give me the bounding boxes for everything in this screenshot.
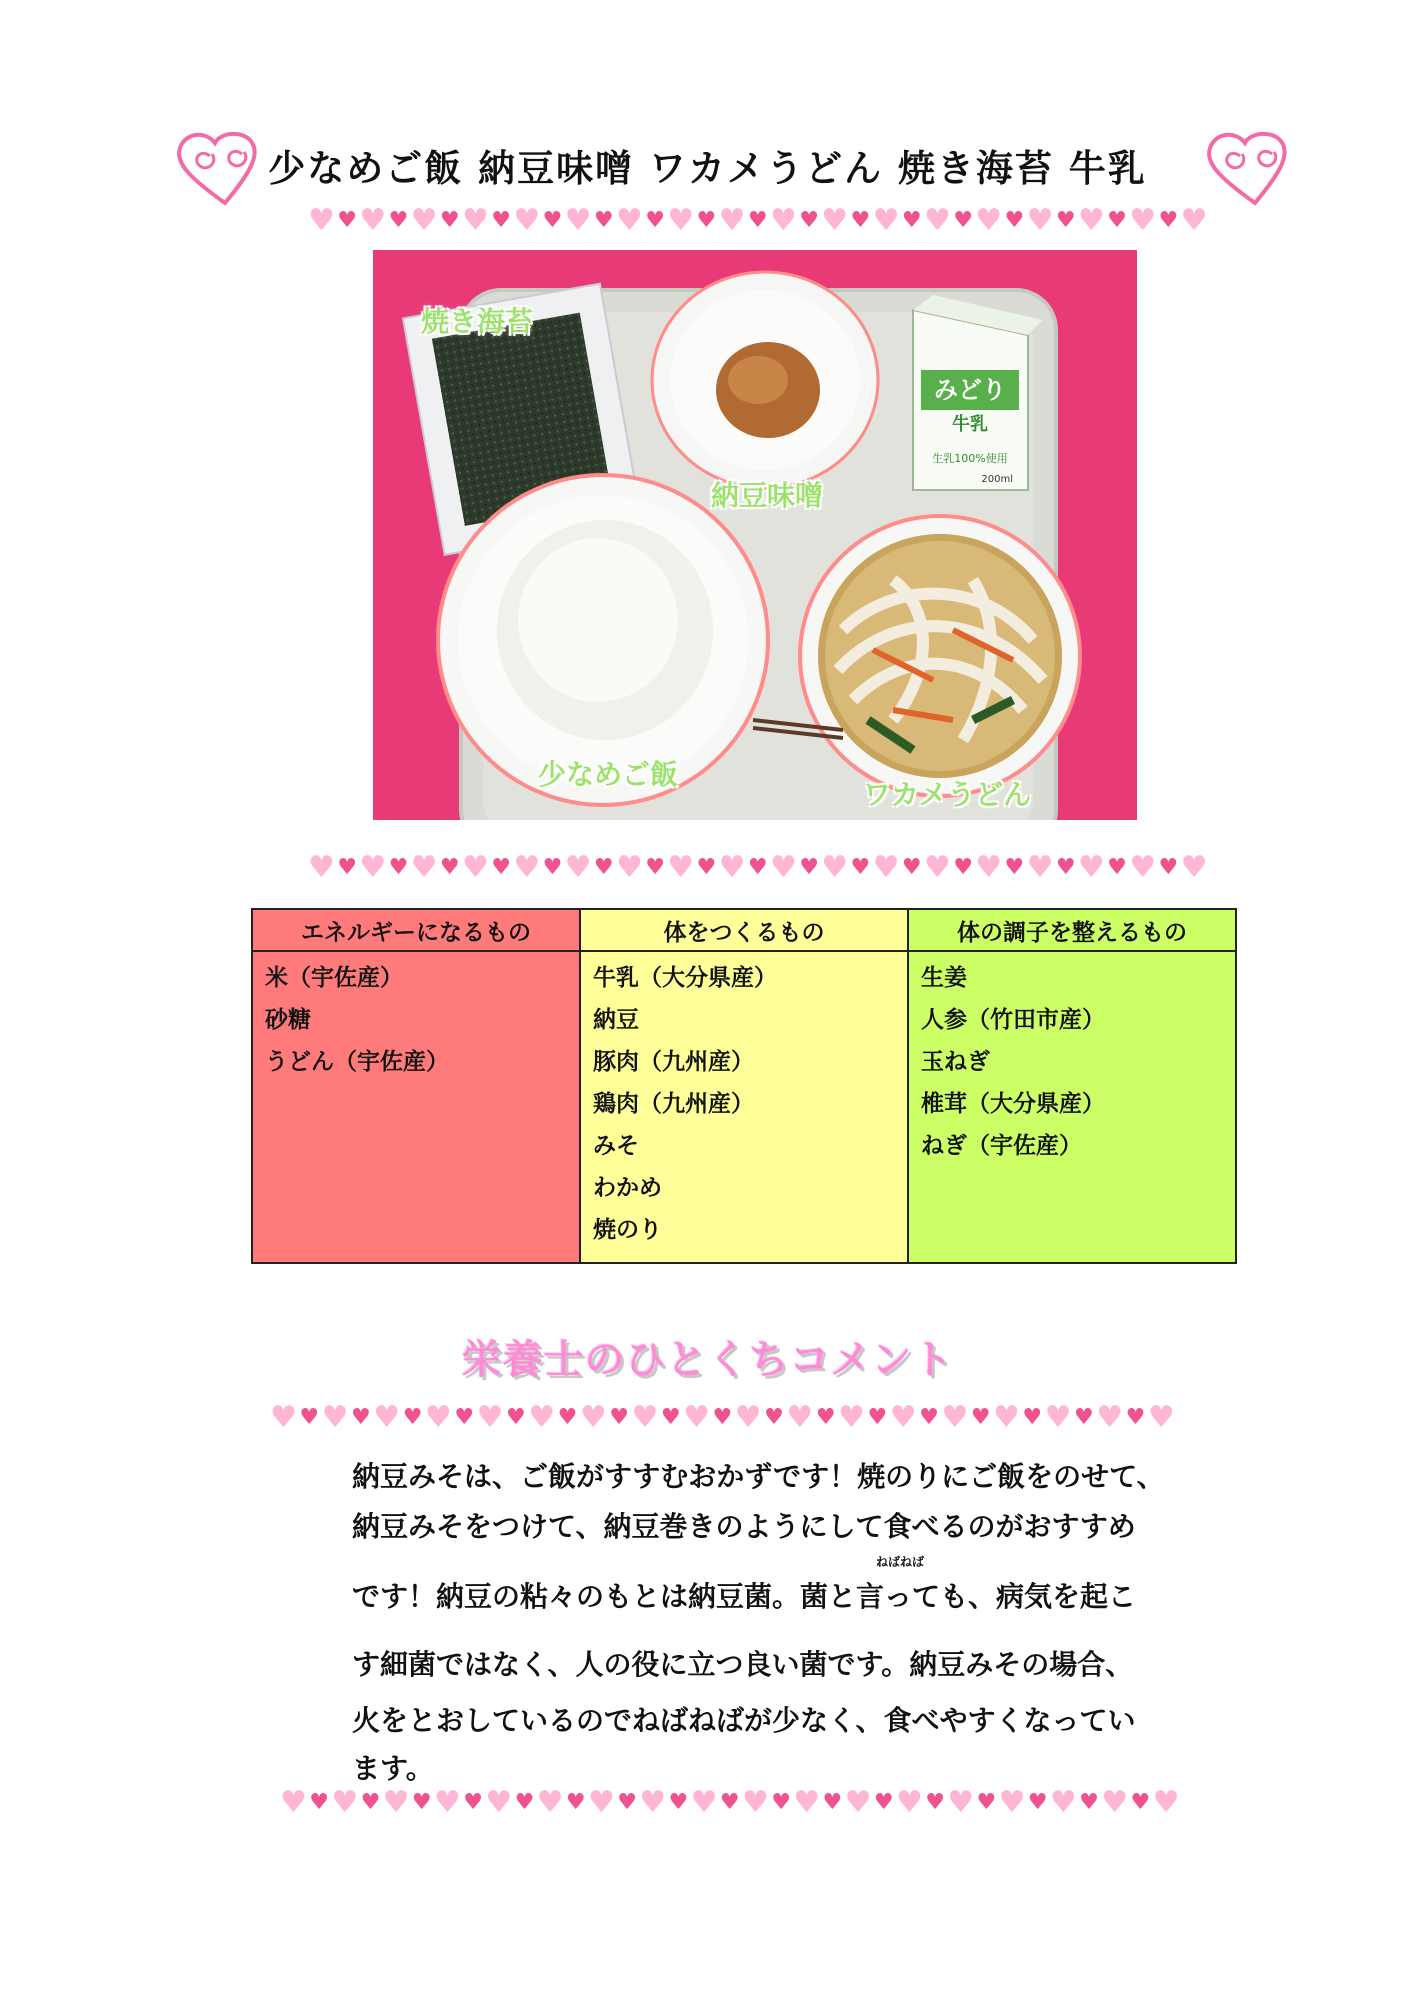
- heart-icon: ♥: [631, 1400, 659, 1435]
- condition-item: 椎茸（大分県産）: [921, 1091, 1105, 1117]
- heart-icon: ♥: [321, 1400, 349, 1435]
- heart-icon: ♥: [667, 203, 695, 238]
- heart-icon: ♥: [410, 203, 438, 238]
- heart-icon: ♥: [359, 850, 387, 885]
- heart-icon: ♥: [799, 855, 819, 880]
- heart-icon: ♥: [528, 1400, 556, 1435]
- heart-icon: ♥: [299, 1405, 320, 1430]
- heart-icon: ♥: [1079, 1790, 1099, 1815]
- heart-icon: ♥: [645, 208, 665, 233]
- heart-icon: ♥: [454, 1405, 475, 1430]
- heart-icon: ♥: [771, 1790, 791, 1815]
- body-column: [580, 951, 908, 1263]
- heart-icon: ♥: [1027, 1790, 1048, 1815]
- heart-icon: ♥: [1049, 1785, 1077, 1820]
- heart-icon: ♥: [609, 1405, 629, 1430]
- heart-icon: ♥: [821, 203, 849, 238]
- label-udon: ワカメうどん: [863, 778, 1032, 811]
- heart-icon: ♥: [718, 203, 746, 238]
- comment-line: ます。: [352, 1752, 434, 1785]
- energy-column: [252, 951, 580, 1263]
- heart-icon: ♥: [793, 1785, 821, 1820]
- comment-line-with-ruby: [352, 1555, 1172, 1643]
- heart-icon: ♥: [1152, 1785, 1180, 1820]
- heart-icon: ♥: [461, 850, 489, 885]
- heart-icon: ♥: [667, 850, 695, 885]
- meal-photo: [373, 250, 1137, 820]
- heart-icon: ♥: [433, 1785, 461, 1820]
- header-energy: エネルギーになるもの: [252, 909, 580, 951]
- milk-brand: みどり: [934, 376, 1006, 404]
- condition-item: 生姜: [921, 965, 967, 991]
- heart-icon: ♥: [1077, 850, 1105, 885]
- heart-icon: ♥: [1129, 203, 1157, 238]
- condition-item: 人参（竹田市産）: [921, 1007, 1105, 1033]
- heart-icon: ♥: [388, 208, 409, 233]
- body-item: 豚肉（九州産）: [593, 1049, 754, 1075]
- heart-icon: ♥: [873, 1790, 894, 1815]
- heart-icon: ♥: [513, 850, 541, 885]
- heart-icon: ♥: [410, 850, 438, 885]
- heart-icon: ♥: [668, 1790, 689, 1815]
- heart-icon: ♥: [1026, 850, 1054, 885]
- heart-icon: ♥: [615, 203, 643, 238]
- heart-icon: ♥: [867, 1405, 888, 1430]
- milk-sub: 生乳100%使用: [932, 452, 1008, 465]
- energy-item: うどん（宇佐産）: [265, 1049, 449, 1075]
- heart-icon: ♥: [1130, 1790, 1151, 1815]
- heart-icon: ♥: [923, 850, 951, 885]
- heart-icon: ♥: [1074, 1405, 1094, 1430]
- heart-icon: ♥: [424, 1400, 452, 1435]
- body-item: 牛乳（大分県産）: [593, 965, 777, 991]
- heart-icon: ♥: [1055, 855, 1076, 880]
- heart-icon: ♥: [953, 855, 973, 880]
- comment-line: す細菌ではなく、人の役に立つ良い菌です。納豆みその場合、: [352, 1648, 1134, 1681]
- heart-icon: ♥: [992, 1400, 1020, 1435]
- heart-icon: ♥: [542, 208, 563, 233]
- heart-icon: ♥: [373, 1400, 401, 1435]
- milk-product: 牛乳: [952, 414, 988, 435]
- comment-line: です！納豆の粘々のもとは納豆菌。菌と言っても、病気を起こ: [352, 1580, 1137, 1613]
- comment-line: 納豆みそをつけて、納豆巻きのようにして食べるのがおすすめ: [352, 1510, 1136, 1543]
- heart-icon: ♥: [439, 855, 460, 880]
- heart-divider: [280, 1787, 1180, 1819]
- heart-icon: ♥: [461, 203, 489, 238]
- heart-icon: ♥: [1044, 1400, 1072, 1435]
- condition-item: 玉ねぎ: [921, 1049, 990, 1075]
- heart-icon: ♥: [821, 850, 849, 885]
- heart-icon: ♥: [895, 1785, 923, 1820]
- comment-line: 火をとおしているのでねばねばが少なく、食べやすくなってい: [352, 1704, 1136, 1737]
- heart-icon: ♥: [660, 1405, 681, 1430]
- heart-icon: ♥: [741, 1785, 769, 1820]
- heart-icon: ♥: [639, 1785, 667, 1820]
- heart-icon: ♥: [439, 208, 460, 233]
- heart-icon: ♥: [1147, 1400, 1175, 1435]
- heart-icon: ♥: [309, 1790, 329, 1815]
- heart-icon: ♥: [1096, 1400, 1124, 1435]
- heart-icon: ♥: [485, 1785, 513, 1820]
- heart-icon: ♥: [360, 1790, 381, 1815]
- heart-icon: ♥: [617, 1790, 637, 1815]
- heart-icon: ♥: [719, 1790, 740, 1815]
- heart-icon: ♥: [388, 855, 409, 880]
- label-natto-miso: 納豆味噌: [711, 479, 824, 512]
- heart-icon: ♥: [976, 1790, 997, 1815]
- heart-icon: ♥: [872, 203, 900, 238]
- heart-icon: ♥: [925, 1790, 945, 1815]
- energy-item: 砂糖: [265, 1007, 311, 1033]
- heart-icon: ♥: [411, 1790, 432, 1815]
- heart-icon: ♥: [901, 208, 922, 233]
- heart-icon: ♥: [747, 208, 768, 233]
- heart-icon: ♥: [476, 1400, 504, 1435]
- heart-icon: ♥: [308, 850, 335, 885]
- condition-item: ねぎ（宇佐産）: [921, 1133, 1082, 1159]
- heart-icon: ♥: [1077, 203, 1105, 238]
- heart-icon: ♥: [1055, 208, 1076, 233]
- heart-icon: ♥: [764, 1405, 784, 1430]
- heart-icon: ♥: [557, 1405, 578, 1430]
- heart-icon: ♥: [351, 1405, 371, 1430]
- heart-icon: ♥: [822, 1790, 843, 1815]
- heart-icon: ♥: [579, 1400, 607, 1435]
- heart-icon: ♥: [850, 208, 871, 233]
- heart-icon: ♥: [769, 850, 797, 885]
- body-item: わかめ: [593, 1175, 662, 1201]
- heart-icon: ♥: [975, 203, 1003, 238]
- heart-icon: ♥: [953, 208, 973, 233]
- heart-icon: ♥: [491, 208, 511, 233]
- heart-icon: ♥: [1180, 850, 1208, 885]
- condition-column: [908, 951, 1236, 1263]
- heart-icon: ♥: [1125, 1405, 1146, 1430]
- furigana: ねばねば: [876, 1555, 925, 1569]
- heart-icon: ♥: [850, 855, 871, 880]
- heart-icon: ♥: [919, 1405, 939, 1430]
- heart-icon: ♥: [747, 855, 768, 880]
- heart-icon: ♥: [683, 1400, 711, 1435]
- heart-icon: ♥: [337, 855, 357, 880]
- heart-icon: ♥: [1129, 850, 1157, 885]
- heart-icon: ♥: [838, 1400, 865, 1435]
- heart-divider: [270, 1402, 1175, 1434]
- milk-volume: 200ml: [981, 474, 1013, 485]
- comment-body: [352, 1455, 1172, 1792]
- heart-icon: ♥: [513, 203, 541, 238]
- heart-icon: ♥: [872, 850, 900, 885]
- heart-icon: ♥: [359, 203, 387, 238]
- body-item: 鶏肉（九州産）: [593, 1091, 754, 1117]
- body-item: みそ: [593, 1133, 639, 1159]
- heart-icon: ♥: [463, 1790, 483, 1815]
- comment-line: 納豆みそは、ご飯がすすむおかずです！焼のりにご飯をのせて、: [352, 1460, 1165, 1493]
- heart-icon: ♥: [491, 855, 511, 880]
- heart-icon: ♥: [1158, 855, 1179, 880]
- header-body: 体をつくるもの: [580, 909, 908, 951]
- energy-item: 米（宇佐産）: [265, 965, 403, 991]
- heart-icon: ♥: [1107, 855, 1127, 880]
- heart-icon: ♥: [712, 1405, 733, 1430]
- heart-icon: ♥: [505, 1405, 526, 1430]
- heart-icon: ♥: [1026, 203, 1054, 238]
- heart-icon: ♥: [1004, 208, 1025, 233]
- body-item: 焼のり: [593, 1217, 662, 1243]
- heart-icon: ♥: [1022, 1405, 1043, 1430]
- body-item: 納豆: [593, 1007, 639, 1033]
- heart-icon: ♥: [947, 1785, 975, 1820]
- heart-icon: ♥: [402, 1405, 423, 1430]
- heart-icon: ♥: [280, 1785, 307, 1820]
- heart-icon: ♥: [718, 850, 746, 885]
- heart-icon: ♥: [645, 855, 665, 880]
- heart-divider: [308, 205, 1208, 237]
- heart-icon: ♥: [1107, 208, 1127, 233]
- heart-icon: ♥: [799, 208, 819, 233]
- heart-icon: ♥: [536, 1785, 564, 1820]
- heart-icon: ♥: [975, 850, 1003, 885]
- heart-icon: ♥: [564, 850, 592, 885]
- page-title: 少なめご飯 納豆味噌 ワカメうどん 焼き海苔 牛乳: [268, 147, 1147, 190]
- heart-icon: ♥: [565, 1790, 586, 1815]
- heart-icon: ♥: [337, 208, 357, 233]
- heart-icon: ♥: [696, 208, 717, 233]
- heart-icon: ♥: [998, 1785, 1026, 1820]
- heart-icon: ♥: [542, 855, 563, 880]
- heart-icon: ♥: [308, 203, 335, 238]
- heart-icon: ♥: [593, 208, 614, 233]
- heart-icon: ♥: [331, 1785, 359, 1820]
- heart-icon: ♥: [696, 855, 717, 880]
- heart-icon: ♥: [382, 1785, 410, 1820]
- heart-icon: ♥: [1158, 208, 1179, 233]
- heart-icon: ♥: [734, 1400, 762, 1435]
- heart-divider: [308, 852, 1208, 884]
- food-group-table: [251, 908, 1237, 1264]
- heart-icon: ♥: [615, 850, 643, 885]
- heart-icon: ♥: [901, 855, 922, 880]
- heart-icon: ♥: [889, 1400, 917, 1435]
- comment-title: 栄養士のひとくちコメント: [461, 1337, 954, 1383]
- heart-icon: ♥: [970, 1405, 991, 1430]
- header-condition: 体の調子を整えるもの: [908, 909, 1236, 951]
- heart-swirl-right-icon: [1200, 128, 1310, 208]
- heart-icon: ♥: [1004, 855, 1025, 880]
- heart-icon: ♥: [270, 1400, 297, 1435]
- heart-icon: ♥: [923, 203, 951, 238]
- heart-icon: ♥: [769, 203, 797, 238]
- heart-icon: ♥: [786, 1400, 814, 1435]
- label-rice: 少なめご飯: [538, 758, 679, 791]
- heart-icon: ♥: [587, 1785, 615, 1820]
- heart-icon: ♥: [514, 1790, 535, 1815]
- label-nori: 焼き海苔: [421, 305, 534, 338]
- heart-icon: ♥: [564, 203, 592, 238]
- heart-icon: ♥: [690, 1785, 718, 1820]
- heart-icon: ♥: [815, 1405, 836, 1430]
- heart-icon: ♥: [844, 1785, 872, 1820]
- heart-icon: ♥: [1180, 203, 1208, 238]
- heart-icon: ♥: [593, 855, 614, 880]
- heart-icon: ♥: [1101, 1785, 1129, 1820]
- heart-icon: ♥: [941, 1400, 969, 1435]
